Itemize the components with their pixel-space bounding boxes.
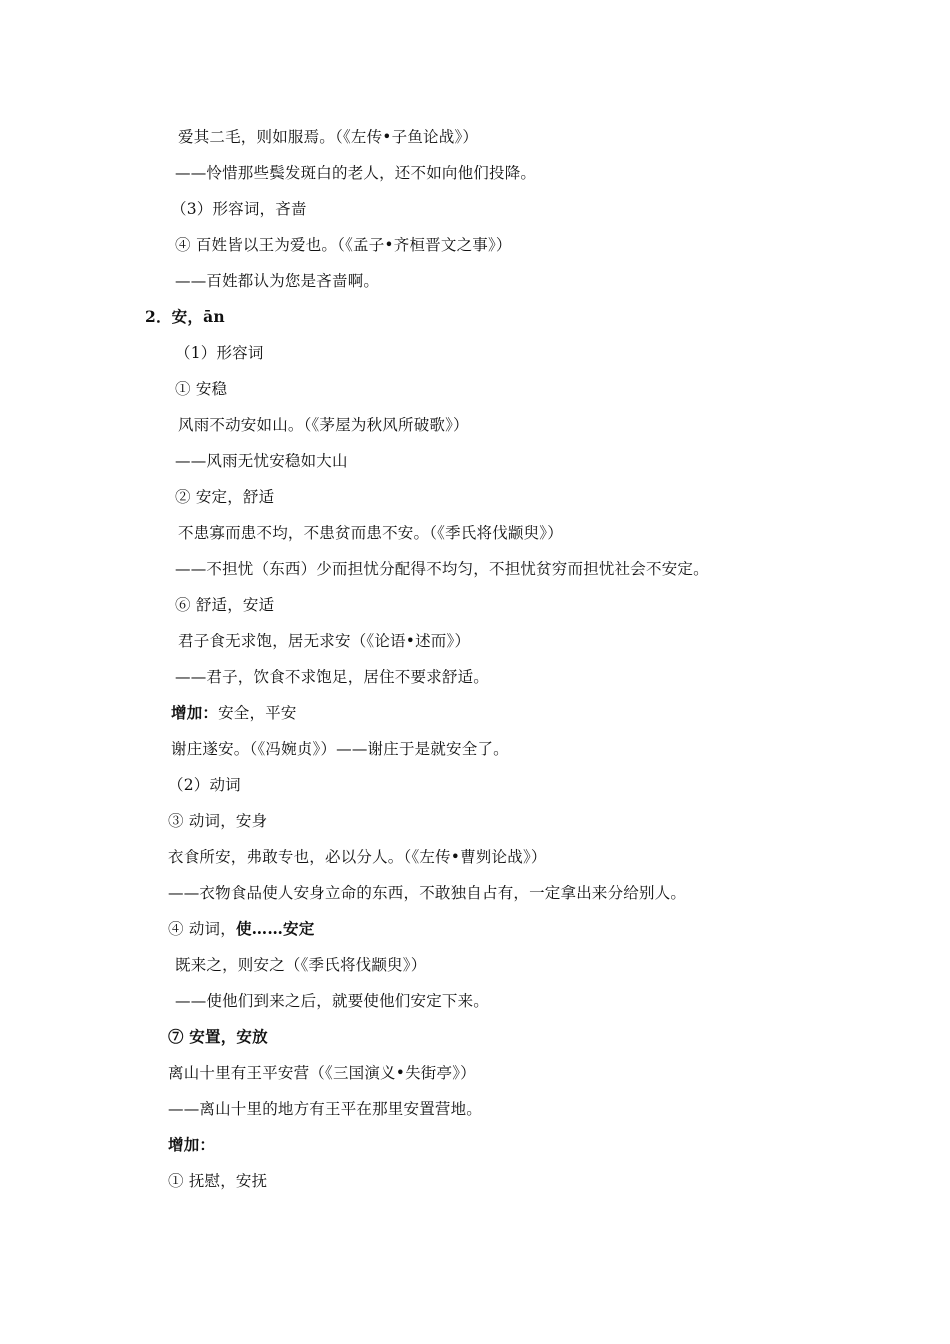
sense-heading-bold: 使……安定 bbox=[235, 919, 315, 938]
example-sentence: 衣食所安，弗敢专也，必以分人。（《左传•曹刿论战》） bbox=[168, 848, 547, 866]
example-sentence: 爱其二毛，则如服焉。（《左传•子鱼论战》） bbox=[178, 128, 479, 146]
example-sentence: 离山十里有王平安营（《三国演义•失街亭》） bbox=[168, 1064, 476, 1082]
example-sentence: 谢庄遂安。（《冯婉贞》）——谢庄于是就安全了。 bbox=[171, 740, 509, 758]
translation-line: ——君子，饮食不求饱足，居住不要求舒适。 bbox=[175, 668, 490, 686]
sense-heading: ② 安定，舒适 bbox=[175, 488, 275, 506]
translation-line: ——使他们到来之后，就要使他们安定下来。 bbox=[175, 992, 490, 1010]
sense-heading: ⑦ 安置，安放 bbox=[168, 1027, 268, 1046]
sense-heading: ① 抚慰，安抚 bbox=[168, 1172, 268, 1190]
addition-text: 安全，平安 bbox=[218, 704, 297, 722]
addition-label: 增加： bbox=[171, 703, 219, 722]
example-sentence: 君子食无求饱，居无求安（《论语•述而》） bbox=[178, 632, 471, 650]
part-of-speech-heading: （1）形容词 bbox=[175, 344, 264, 362]
entry-heading: 2．安，ān bbox=[145, 307, 225, 326]
translation-line: ——衣物食品使人安身立命的东西，不敢独自占有，一定拿出来分给别人。 bbox=[168, 884, 687, 902]
sense-heading-line bbox=[168, 919, 314, 939]
translation-line: ——百姓都认为您是吝啬啊。 bbox=[175, 272, 380, 290]
translation-line: ——不担忧（东西）少而担忧分配得不均匀，不担忧贫穷而担忧社会不安定。 bbox=[175, 560, 709, 578]
translation-line: ——离山十里的地方有王平在那里安置营地。 bbox=[168, 1100, 483, 1118]
sense-heading: ⑥ 舒适，安适 bbox=[175, 596, 275, 614]
example-sentence: ④ 百姓皆以王为爱也。（《孟子•齐桓晋文之事》） bbox=[175, 236, 512, 254]
addition-label: 增加： bbox=[168, 1135, 216, 1154]
translation-line: ——风雨无忧安稳如大山 bbox=[175, 452, 348, 470]
sense-heading: ④ 动词， bbox=[168, 920, 236, 938]
sense-heading: （3）形容词，吝啬 bbox=[171, 200, 307, 218]
sense-heading: ③ 动词，安身 bbox=[168, 812, 268, 830]
addition-line bbox=[171, 703, 297, 723]
translation-line: ——怜惜那些鬓发斑白的老人，还不如向他们投降。 bbox=[175, 164, 537, 182]
sense-heading: ① 安稳 bbox=[175, 380, 228, 398]
example-sentence: 既来之，则安之（《季氏将伐颛臾》） bbox=[175, 956, 427, 974]
example-sentence: 不患寡而患不均，不患贫而患不安。（《季氏将伐颛臾》） bbox=[178, 524, 563, 542]
part-of-speech-heading: （2）动词 bbox=[168, 776, 241, 794]
example-sentence: 风雨不动安如山。（《茅屋为秋风所破歌》） bbox=[178, 416, 469, 434]
